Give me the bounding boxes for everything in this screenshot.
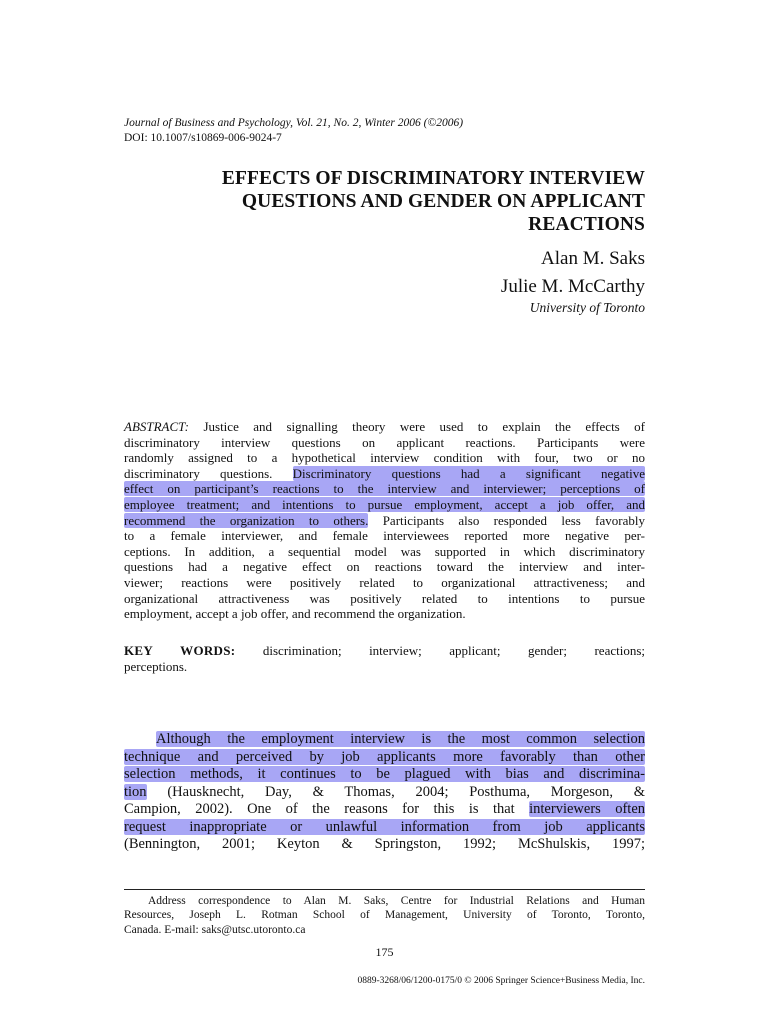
abstract-line: employment, accept a job offer, and recommend the organization. [124, 606, 466, 622]
footnote-line: Address correspondence to Alan M. Saks, Centre for Industrial Relations and Human [148, 895, 645, 907]
abstract-line: viewer; reactions were positively related to organizational attractiveness; and [124, 574, 645, 590]
copyright-line: 0889-3268/06/1200-0175/0 © 2006 Springer Science+Business Media, Inc. [357, 976, 645, 986]
highlight: Although the employment interview is the most common selection [156, 731, 645, 747]
highlight: selection methods, it continues to be plagued with bias and discrimina- [124, 766, 645, 782]
highlight: recommend the organization to others. [124, 512, 369, 528]
keywords-line: perceptions. [124, 658, 188, 674]
author-name: Julie M. McCarthy [500, 276, 645, 297]
abstract-line [124, 481, 645, 497]
author-list [501, 245, 645, 301]
page-number: 175 [375, 945, 394, 959]
abstract-line: randomly assigned to a hypothetical interview condition with four, two or no [124, 450, 645, 466]
abstract-line: ABSTRACT: Justice and signalling theory were used to explain the effects of [124, 419, 646, 434]
body-line [124, 749, 645, 767]
highlight: employee treatment; and intentions to pursue employment, accept a job offer, and [124, 496, 645, 512]
body-line: (Bennington, 2001; Keyton & Springston, 1992; McShulskis, 1997; [124, 836, 645, 852]
title-line: REACTIONS [528, 214, 645, 235]
abstract-line: discriminatory questions. Discriminatory questions had a significant negative [124, 465, 646, 481]
body-line: tion (Hausknecht, Day, & Thomas, 2004; Posthuma, Morgeson, & [124, 783, 646, 800]
abstract-line: organizational attractiveness was positively related to intentions to pursue [124, 590, 645, 606]
highlight: technique and perceived by job applicants more favorably than other [124, 748, 645, 765]
title-line: QUESTIONS AND GENDER ON APPLICANT [241, 191, 645, 212]
footnote-line: Resources, Joseph L. Rotman School of Management, University of Toronto, Toronto, [124, 909, 645, 922]
journal-header [124, 116, 463, 146]
abstract-line [124, 497, 645, 513]
keywords-label: KEY WORDS: [124, 643, 236, 658]
footnote-rule [124, 889, 645, 890]
abstract [124, 419, 645, 622]
body-line: Campion, 2002). One of the reasons for this is that interviewers often [124, 801, 645, 817]
body-line [124, 731, 645, 749]
footnote [124, 894, 645, 937]
highlight: request inappropriate or unlawful information from job applicants [124, 818, 645, 835]
footnote-line: Canada. E-mail: saks@utsc.utoronto.ca [124, 923, 306, 936]
highlight: interviewers often [529, 801, 645, 817]
affiliation: University of Toronto [529, 300, 645, 315]
title-line: EFFECTS OF DISCRIMINATORY INTERVIEW [221, 168, 645, 189]
highlight: tion [124, 783, 147, 800]
body-paragraph [124, 731, 645, 854]
keywords-line: KEY WORDS: discrimination; interview; applicant; gender; reactions; [124, 643, 645, 658]
journal-citation: Journal of Business and Psychology, Vol. 21, No. 2, Winter 2006 (©2006) [124, 117, 464, 129]
highlight: effect on participant’s reactions to the interview and interviewer; perceptions of [124, 481, 645, 497]
abstract-line: discriminatory interview questions on applicant reactions. Participants were [124, 434, 645, 450]
abstract-line: questions had a negative effect on reactions toward the interview and inter- [124, 559, 645, 575]
abstract-line: to a female interviewer, and female interviewees reported more negative per- [124, 528, 645, 544]
abstract-line: ceptions. In addition, a sequential model was supported in which discriminatory [124, 543, 645, 559]
abstract-line: recommend the organization to others. Participants also responded less favorably [124, 512, 645, 528]
author-name: Alan M. Saks [541, 248, 645, 269]
body-line [124, 766, 645, 784]
paper-title [124, 167, 645, 236]
body-line [124, 819, 645, 837]
highlight: Discriminatory questions had a significant negative [292, 465, 646, 481]
doi: DOI: 10.1007/s10869-006-9024-7 [124, 132, 282, 144]
keywords [124, 643, 645, 674]
abstract-label: ABSTRACT: [124, 419, 190, 434]
